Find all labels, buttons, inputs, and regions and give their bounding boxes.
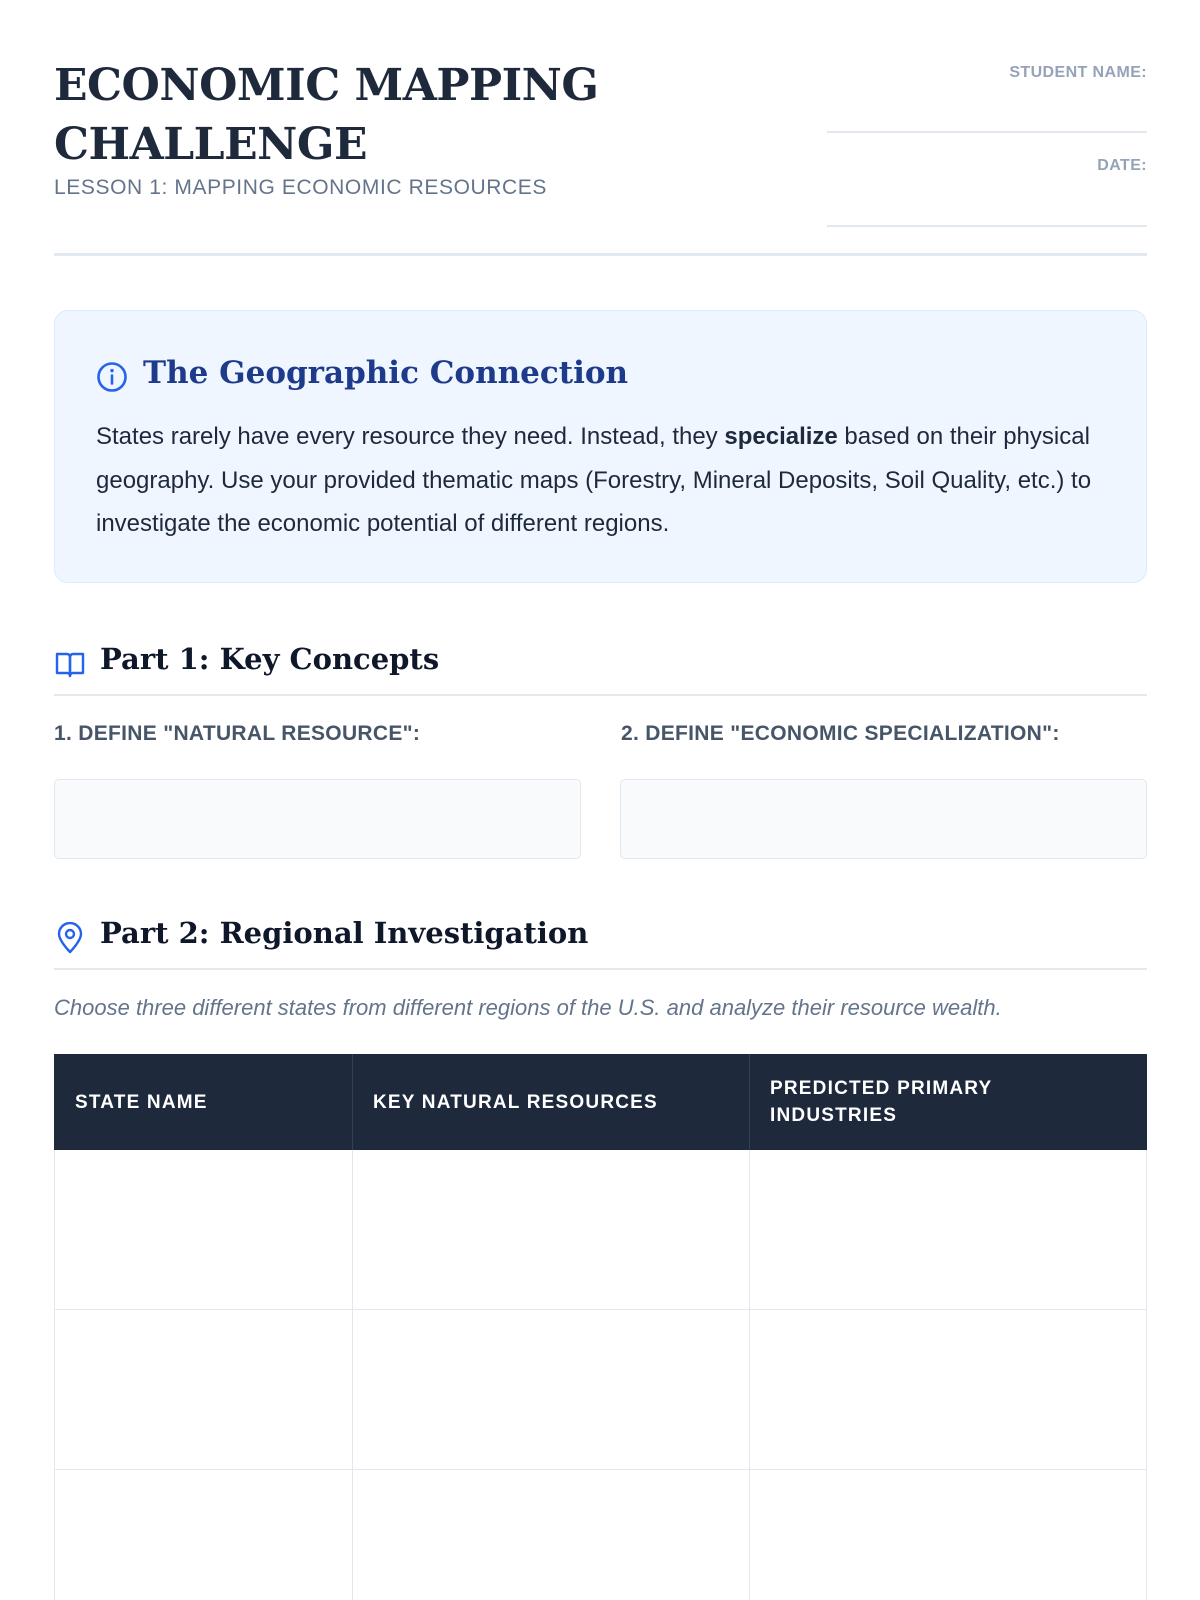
info-box-title: The Geographic Connection [143,355,629,391]
info-box-text [96,415,1106,546]
primary-industries-cell[interactable] [749,1150,1147,1309]
info-text-part2: based on their physical geography. Use your provided thematic maps (Forestry, Mineral Deposits, Soil Quality, etc.) to investigate the economic potential of different regions. [96,423,1092,537]
table-row [54,1310,1147,1470]
key-resources-cell[interactable] [352,1150,749,1309]
student-name-label: STUDENT NAME: [1009,64,1147,81]
header-divider [54,253,1147,256]
info-text-part1: States rarely have every resource they need. Instead, they [96,423,725,450]
date-label: DATE: [1097,157,1147,174]
q2-label: 2. DEFINE "ECONOMIC SPECIALIZATION": [621,722,1060,745]
info-circle-icon [96,361,128,393]
table-row [54,1150,1147,1310]
state-name-cell[interactable] [54,1150,352,1309]
state-name-cell[interactable] [54,1470,352,1600]
column-header-primary-industries: PREDICTED PRIMARY INDUSTRIES [770,1078,993,1126]
info-box [54,310,1147,583]
date-line[interactable] [827,225,1147,227]
lesson-subtitle: LESSON 1: MAPPING ECONOMIC RESOURCES [54,176,548,199]
investigation-table [54,1054,1147,1600]
primary-industries-cell[interactable] [749,1310,1147,1469]
part1-header [54,640,1147,696]
primary-industries-cell[interactable] [749,1470,1147,1600]
info-text-bold: specialize [724,423,838,450]
map-pin-icon [54,922,86,954]
part2-title: Part 2: Regional Investigation [100,916,589,950]
column-header-state-name: STATE NAME [75,1091,208,1113]
part1-title: Part 1: Key Concepts [100,642,440,676]
natural-resource-answer-box[interactable] [54,779,581,859]
student-name-line[interactable] [827,131,1147,133]
table-row [54,1470,1147,1600]
worksheet-page [54,0,1147,1600]
state-name-cell[interactable] [54,1310,352,1469]
key-resources-cell[interactable] [352,1310,749,1469]
key-resources-cell[interactable] [352,1470,749,1600]
open-book-icon [54,648,86,680]
economic-specialization-answer-box[interactable] [620,779,1147,859]
table-header [54,1054,1147,1150]
q1-label: 1. DEFINE "NATURAL RESOURCE": [54,722,421,745]
worksheet-title: ECONOMIC MAPPING CHALLENGE [54,60,599,170]
part2-header [54,914,1147,970]
part2-instruction: Choose three different states from different regions of the U.S. and analyze their resource wealth. [54,995,1002,1020]
worksheet-header [54,56,1147,256]
column-header-key-resources: KEY NATURAL RESOURCES [373,1091,658,1113]
